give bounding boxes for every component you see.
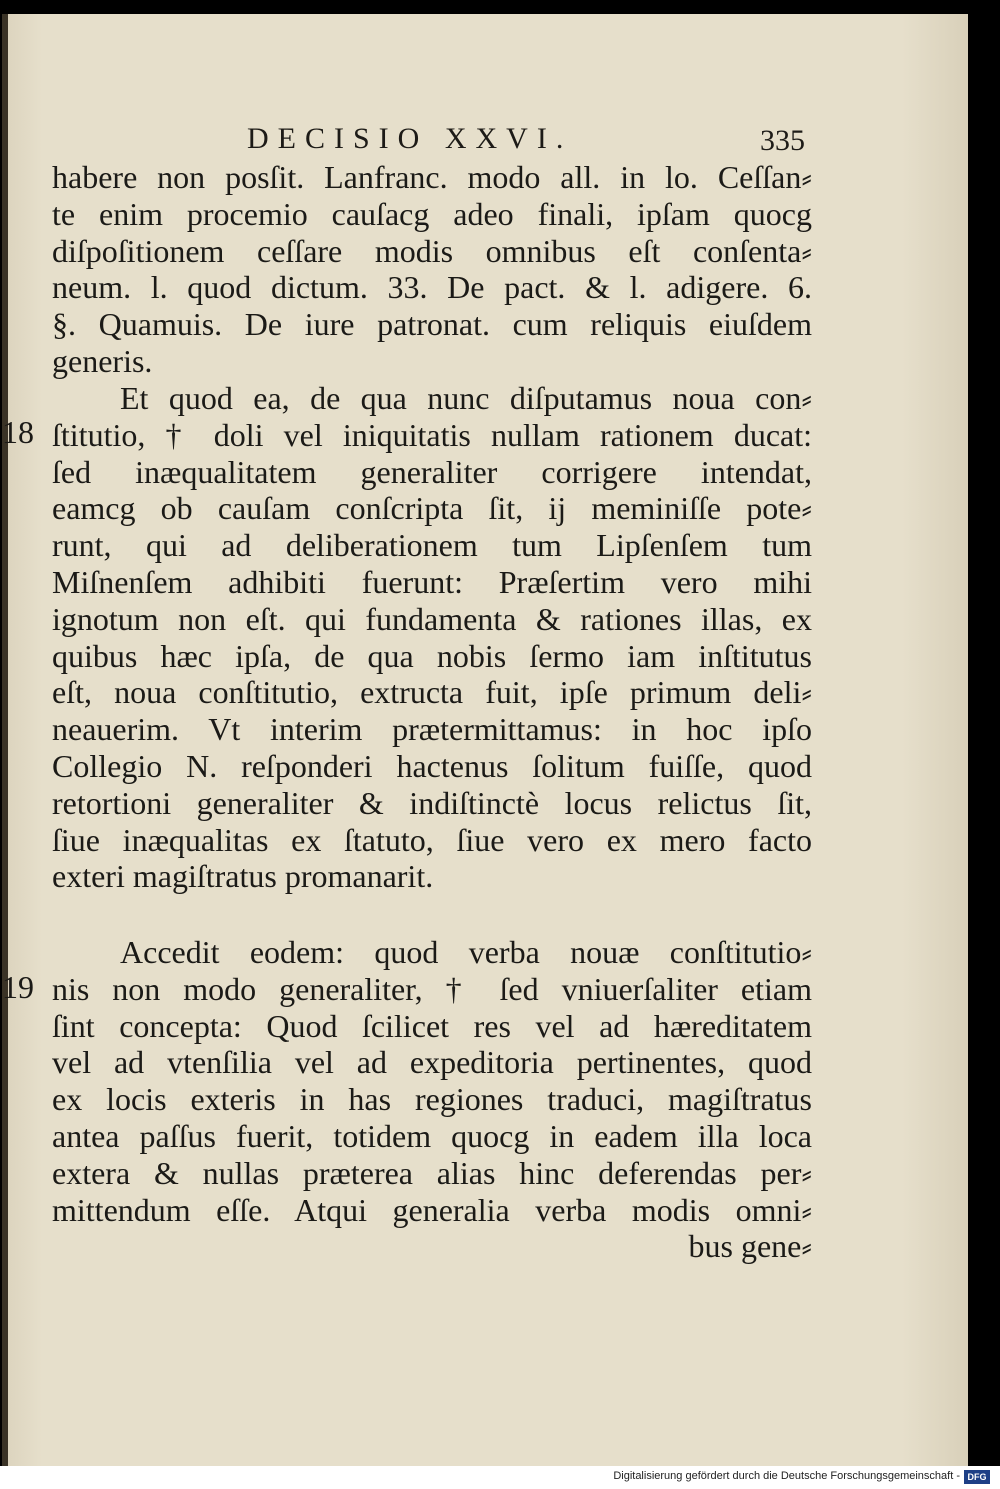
text-line: neum. l. quod dictum. 33. De pact. & l. adigere. 6. — [52, 269, 812, 306]
text-line: diſpoſitionem ceſſare modis omnibus eſt conſenta⸗ — [52, 232, 812, 269]
catchword: bus gene⸗ — [688, 1228, 812, 1265]
paragraph-3 — [52, 934, 812, 1265]
running-head: DECISIO XXVI. — [247, 122, 573, 155]
text-line: extera & nullas præterea alias hinc deferendas per⸗ — [52, 1154, 812, 1191]
text-line: eſt, noua conſtitutio, extructa fuit, ipſe primum deli⸗ — [52, 674, 812, 711]
text-line: te enim procemio cauſacg adeo finali, ipſam quocg — [52, 195, 812, 232]
text-line: quibus hæc ipſa, de qua nobis ſermo iam inſtitutus — [52, 637, 812, 674]
text-line: retortioni generaliter & indiſtinctè locus relictus ſit, — [52, 784, 812, 821]
text-line: ſiue inæqualitas ex ſtatuto, ſiue vero ex mero facto — [52, 821, 812, 858]
page-number: 335 — [760, 124, 805, 157]
digitization-footer — [0, 1466, 1000, 1489]
text-line: Accedit eodem: quod verba nouæ conſtitutio⸗ — [120, 934, 812, 970]
text-line: eamcg ob cauſam conſcripta ſit, ij meminiſſe pote⸗ — [52, 490, 812, 527]
text-line: §. Quamuis. De iure patronat. cum reliquis eiuſdem — [52, 306, 812, 343]
paragraph-1 — [52, 159, 812, 380]
text-line: generis. — [52, 342, 153, 379]
text-line: ignotum non eſt. qui fundamenta & rationes illas, ex — [52, 600, 812, 637]
text-line: ſtitutio, † doli vel iniquitatis nullam rationem ducat: — [52, 416, 812, 453]
paragraph-2 — [52, 380, 812, 895]
text-line: vel ad vtenſilia vel ad expeditoria pertinentes, quod — [52, 1044, 812, 1081]
text-line: ſed inæqualitatem generaliter corrigere intendat, — [52, 453, 812, 490]
text-line: Et quod ea, de qua nunc diſputamus noua con⸗ — [120, 380, 812, 416]
text-line: neauerim. Vt interim prætermittamus: in hoc ipſo — [52, 711, 812, 748]
text-line: antea paſſus fuerit, totidem quocg in eadem illa loca — [52, 1117, 812, 1154]
text-line: ex locis exteris in has regiones traduci, magiſtratus — [52, 1081, 812, 1118]
text-line: mittendum eſſe. Atqui generalia verba modis omni⸗ — [52, 1191, 812, 1228]
margin-number-18: 18 — [2, 414, 34, 450]
text-line: Miſnenſem adhibiti fuerunt: Præſertim vero mihi — [52, 563, 812, 600]
page-binding-edge — [2, 14, 8, 1466]
text-line: habere non posſit. Lanfranc. modo all. in lo. Ceſſan⸗ — [52, 159, 812, 195]
book-page — [2, 14, 968, 1466]
text-line: ſint concepta: Quod ſcilicet res vel ad hæreditatem — [52, 1007, 812, 1044]
text-line: exteri magiſtratus promanarit. — [52, 858, 434, 895]
funding-credit: Digitalisierung gefördert durch die Deutsche Forschungsgemeinschaft - — [613, 1470, 960, 1482]
text-line: nis non modo generaliter, † ſed vniuerſaliter etiam — [52, 970, 812, 1007]
margin-number-19: 19 — [2, 969, 34, 1005]
text-line: Collegio N. reſponderi hactenus ſolitum fuiſſe, quod — [52, 747, 812, 784]
text-line: runt, qui ad deliberationem tum Lipſenſem tum — [52, 527, 812, 564]
dfg-logo-icon: DFG — [964, 1470, 990, 1484]
